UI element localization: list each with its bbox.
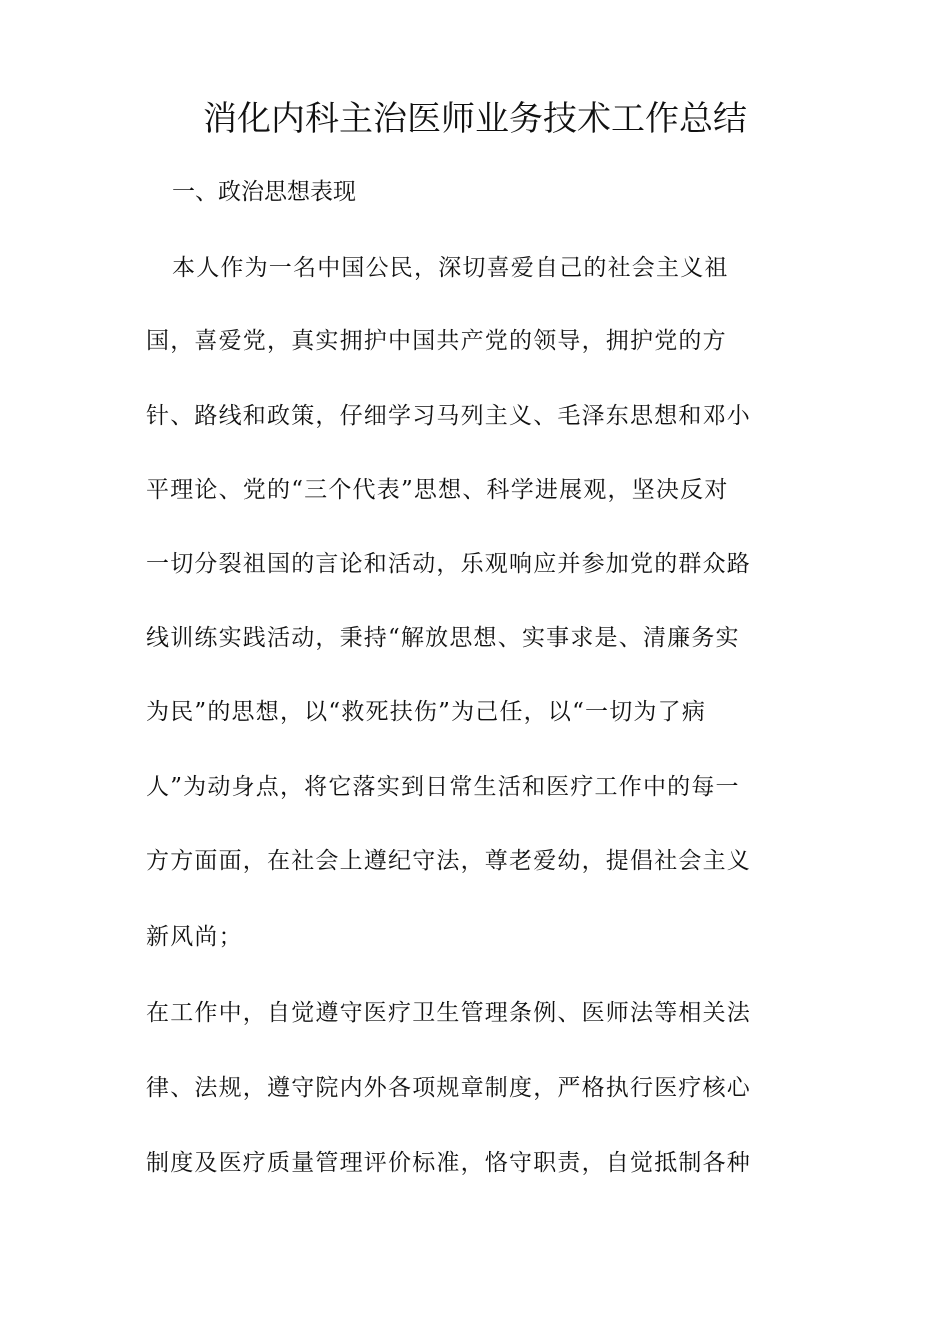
paragraph-2-line-1: 在工作中，自觉遵守医疗卫生管理条例、医师法等相关法: [146, 1000, 751, 1026]
paragraph-2-line-3: 制度及医疗质量管理评价标准，恪守职责，自觉抵制各种: [146, 1150, 751, 1176]
paragraph-1-line-9: 方方面面，在社会上遵纪守法，尊老爱幼，提倡社会主义: [146, 848, 751, 874]
paragraph-1-line-8: 人”为动身点，将它落实到日常生活和医疗工作中的每一: [146, 774, 740, 800]
paragraph-1-line-1: 本人作为一名中国公民，深切喜爱自己的社会主义祖: [172, 255, 729, 281]
paragraph-1-line-5: 一切分裂祖国的言论和活动，乐观响应并参加党的群众路: [146, 551, 751, 577]
document-title: 消化内科主治医师业务技术工作总结: [203, 99, 747, 139]
paragraph-1-line-10: 新风尚；: [146, 924, 243, 950]
paragraph-1-line-3: 针、路线和政策，仔细学习马列主义、毛泽东思想和邓小: [146, 403, 751, 429]
paragraph-1-line-7: 为民”的思想，以“救死扶伤”为己任，以“一切为了病: [146, 699, 707, 725]
paragraph-2-line-2: 律、法规，遵守院内外各项规章制度，严格执行医疗核心: [146, 1075, 751, 1101]
paragraph-1-line-6: 线训练实践活动，秉持“解放思想、实事求是、清廉务实: [146, 625, 740, 651]
paragraph-1-line-2: 国，喜爱党，真实拥护中国共产党的领导，拥护党的方: [146, 328, 727, 354]
section-heading-political: 一、政治思想表现: [172, 179, 356, 205]
paragraph-1-line-4: 平理论、党的“三个代表”思想、科学进展观，坚决反对: [146, 477, 729, 503]
